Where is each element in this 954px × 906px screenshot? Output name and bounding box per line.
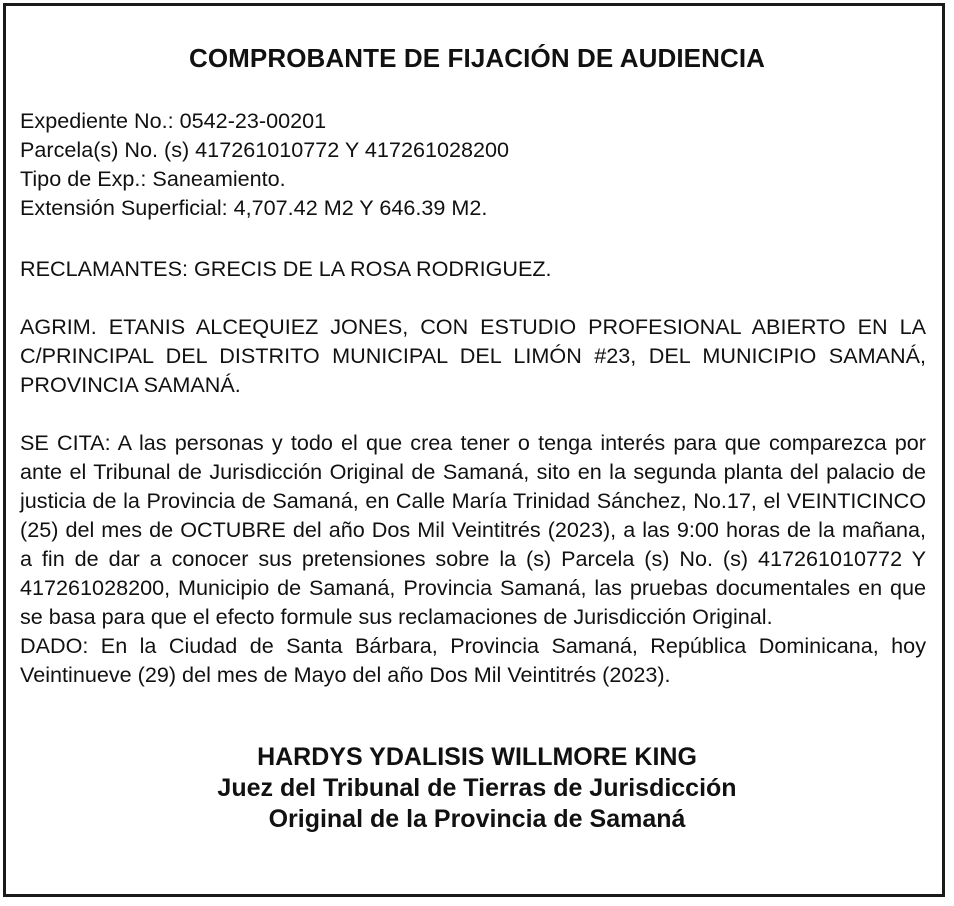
document-title: COMPROBANTE DE FIJACIÓN DE AUDIENCIA <box>188 43 766 73</box>
tipo-line: Tipo de Exp.: Saneamiento. <box>20 166 286 191</box>
judge-role-line1: Juez del Tribunal de Tierras de Jurisdicción <box>217 774 737 802</box>
judge-role-line2: Original de la Provincia de Samaná <box>268 805 686 833</box>
citation-section <box>20 428 926 689</box>
agrimensor-paragraph: AGRIM. ETANIS ALCEQUIEZ JONES, CON ESTUDIO PROFESIONAL ABIERTO EN LA C/PRINCIPAL DEL DISTRITO MUNICIPAL DEL LIMÓN #23, DEL MUNICIPIO SAMANÁ, PROVINCIA SAMANÁ. <box>20 314 926 397</box>
judge-name: HARDYS YDALISIS WILLMORE KING <box>257 743 697 771</box>
parcelas-line: Parcela(s) No. (s) 417261010772 Y 417261028200 <box>20 137 510 162</box>
citation-paragraph: SE CITA: A las personas y todo el que crea tener o tenga interés para que comparezca por ante el Tribunal de Jurisdicción Original de Samaná, sito en la segunda planta del palacio de justicia de la Provincia de Samaná, en Calle María Trinidad Sánchez, No.17, el VEINTICINCO (25) del mes de OCTUBRE del año Dos Mil Veintitrés (2023), a las 9:00 horas de la mañana, a fin de dar a conocer sus pretensiones sobre la (s) Parcela (s) No. (s) 417261010772 Y 417261028200, Municipio de Samaná, Provincia Samaná, las pruebas documentales en que se basa para que el efecto formule sus reclamaciones de Jurisdicción Original. <box>20 430 926 629</box>
extension-line: Extensión Superficial: 4,707.42 M2 Y 646.39 M2. <box>20 195 488 220</box>
reclamantes-line: RECLAMANTES: GRECIS DE LA ROSA RODRIGUEZ. <box>20 256 552 281</box>
expediente-line: Expediente No.: 0542-23-00201 <box>20 108 327 133</box>
dado-paragraph: DADO: En la Ciudad de Santa Bárbara, Provincia Samaná, República Dominicana, hoy Veintinueve (29) del mes de Mayo del año Dos Mil Veintitrés (2023). <box>20 633 926 687</box>
case-details <box>20 106 926 222</box>
signature-block <box>0 742 954 835</box>
